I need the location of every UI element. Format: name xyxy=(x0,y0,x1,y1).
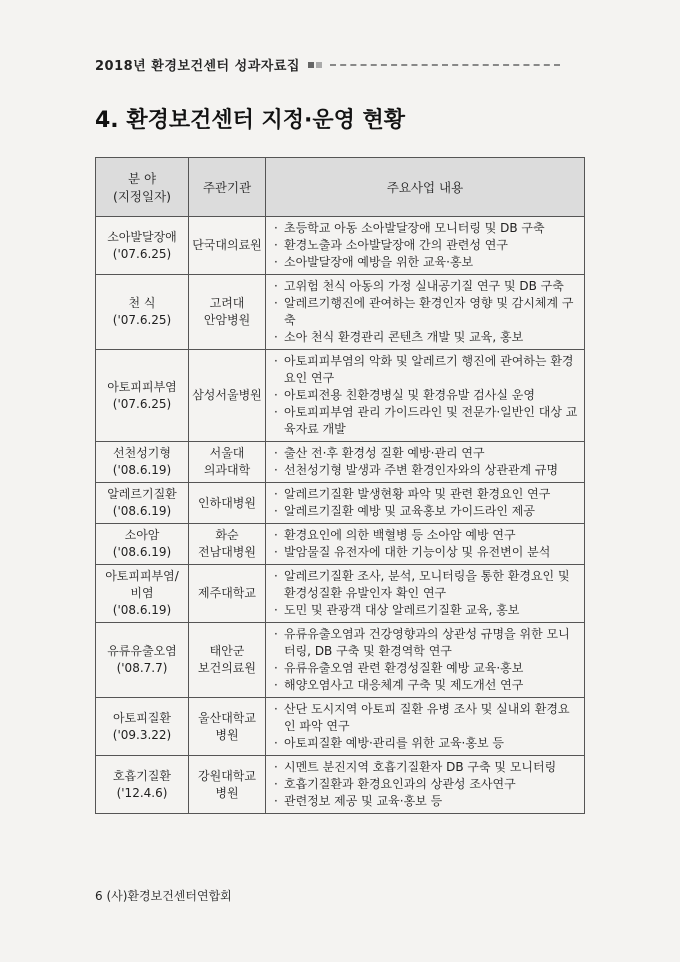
org-line: 보건의료원 xyxy=(198,661,256,675)
field-cell xyxy=(96,524,189,565)
field-cell xyxy=(96,698,189,756)
biz-item: · 초등학교 아동 소아발달장애 모니터링 및 DB 구축 xyxy=(274,220,578,237)
running-header xyxy=(95,55,560,74)
field-line: 아토피피부염 xyxy=(107,379,177,394)
field-line: 소아발달장애 xyxy=(107,229,177,244)
org-line: 화순 xyxy=(215,528,239,542)
org-cell xyxy=(189,442,266,483)
field-cell xyxy=(96,217,189,275)
org-line: 삼성서울병원 xyxy=(192,388,262,402)
header-field-line: 분 야 xyxy=(127,171,157,186)
header-org: 주관기관 xyxy=(189,158,266,217)
biz-cell xyxy=(266,698,585,756)
field-cell xyxy=(96,275,189,350)
table-body xyxy=(96,217,585,814)
org-line: 의과대학 xyxy=(203,463,251,477)
field-line: ('07.6.25) xyxy=(112,313,172,327)
org-line: 서울대 xyxy=(209,446,245,460)
org-cell xyxy=(189,275,266,350)
field-line: 소아암 xyxy=(124,528,160,542)
org-line: 강원대학교 xyxy=(198,768,256,783)
biz-item: · 아토피피부염의 악화 및 알레르기 행진에 관여하는 환경요인 연구 xyxy=(274,353,578,387)
field-line: 호흡기질환 xyxy=(113,768,171,783)
table-row xyxy=(96,524,585,565)
biz-cell xyxy=(266,350,585,442)
decor-square xyxy=(308,62,314,68)
org-line: 단국대의료원 xyxy=(192,238,262,252)
table-header-row xyxy=(96,158,585,217)
header-biz: 주요사업 내용 xyxy=(266,158,585,217)
field-line: ('08.6.19) xyxy=(112,463,172,477)
org-cell xyxy=(189,217,266,275)
table-row xyxy=(96,756,585,814)
biz-item: · 호흡기질환과 환경요인과의 상관성 조사연구 xyxy=(274,776,578,793)
biz-cell xyxy=(266,217,585,275)
field-line: 아토피피부염/ xyxy=(105,569,179,583)
field-line: 유류유출오염 xyxy=(107,644,177,658)
field-line: 천 식 xyxy=(128,296,156,310)
field-line: ('08.6.19) xyxy=(112,504,172,518)
biz-item: · 발암물질 유전자에 대한 기능이상 및 유전변이 분석 xyxy=(274,544,578,561)
table-row xyxy=(96,698,585,756)
biz-item: · 알레르기질환 조사, 분석, 모니터링을 통한 환경요인 및 환경성질환 유발인자 확인 연구 xyxy=(274,568,578,602)
biz-item: · 유류유출오염 관련 환경성질환 예방 교육·홍보 xyxy=(274,660,578,677)
org-line: 울산대학교 xyxy=(198,710,256,725)
field-line: 알레르기질환 xyxy=(107,487,177,501)
footer-org: (사)환경보건센터연합회 xyxy=(106,889,232,903)
biz-item: · 알레르기질환 발생현황 파악 및 관련 환경요인 연구 xyxy=(274,486,578,503)
biz-cell xyxy=(266,756,585,814)
decor-dashed-line xyxy=(330,64,560,66)
org-line: 병원 xyxy=(215,727,239,742)
table-row xyxy=(96,217,585,275)
table-row xyxy=(96,565,585,623)
biz-item: · 환경노출과 소아발달장애 간의 관련성 연구 xyxy=(274,237,578,254)
table-row xyxy=(96,442,585,483)
org-cell xyxy=(189,623,266,698)
org-cell xyxy=(189,483,266,524)
table-row xyxy=(96,350,585,442)
field-line: ('08.6.19) xyxy=(112,545,172,559)
section-title: 4. 환경보건센터 지정·운영 현황 xyxy=(95,108,406,133)
biz-item: · 환경요인에 의한 백혈병 등 소아암 예방 연구 xyxy=(274,527,578,544)
field-line: 선천성기형 xyxy=(113,446,171,460)
center-status-table xyxy=(95,157,585,814)
field-cell xyxy=(96,756,189,814)
biz-item: · 해양오염사고 대응체계 구축 및 제도개선 연구 xyxy=(274,677,578,694)
table-row xyxy=(96,483,585,524)
header-field-line: (지정일자) xyxy=(112,189,172,204)
field-line: ('08.7.7) xyxy=(116,661,168,675)
org-cell xyxy=(189,698,266,756)
biz-cell xyxy=(266,483,585,524)
table-row xyxy=(96,623,585,698)
field-cell xyxy=(96,565,189,623)
biz-item: · 아토피피부염 관리 가이드라인 및 전문가·일반인 대상 교육자료 개발 xyxy=(274,404,578,438)
biz-cell xyxy=(266,623,585,698)
biz-item: · 관련정보 제공 및 교육·홍보 등 xyxy=(274,793,578,810)
org-line: 인하대병원 xyxy=(198,495,256,510)
page-footer xyxy=(95,887,232,904)
field-cell xyxy=(96,350,189,442)
biz-item: · 출산 전·후 환경성 질환 예방·관리 연구 xyxy=(274,445,578,462)
field-line: 아토피질환 xyxy=(113,710,171,725)
field-line: ('07.6.25) xyxy=(112,246,172,261)
biz-item: · 알레르기행진에 관여하는 환경인자 영향 및 감시체계 구축 xyxy=(274,295,578,329)
field-line: ('08.6.19) xyxy=(112,603,172,617)
biz-item: · 유류유출오염과 건강영향과의 상관성 규명을 위한 모니터링, DB 구축 및 환경역학 연구 xyxy=(274,626,578,660)
biz-item: · 시멘트 분진지역 호흡기질환자 DB 구축 및 모니터링 xyxy=(274,759,578,776)
biz-item: · 산단 도시지역 아토피 질환 유병 조사 및 실내외 환경요인 파악 연구 xyxy=(274,701,578,735)
header-decoration xyxy=(308,62,560,68)
org-cell xyxy=(189,756,266,814)
field-line: ('09.3.22) xyxy=(112,727,172,742)
org-cell xyxy=(189,350,266,442)
org-line: 태안군 xyxy=(209,644,245,658)
biz-cell xyxy=(266,442,585,483)
biz-item: · 소아 천식 환경관리 콘텐츠 개발 및 교육, 홍보 xyxy=(274,329,578,346)
org-line: 안암병원 xyxy=(203,313,251,327)
field-line: ('07.6.25) xyxy=(112,396,172,411)
field-cell xyxy=(96,442,189,483)
header-text: 2018년 환경보건센터 성과자료집 xyxy=(95,59,300,74)
field-line: 비염 xyxy=(130,586,154,600)
org-cell xyxy=(189,565,266,623)
page-number: 6 xyxy=(95,889,103,903)
biz-item: · 아토피질환 예방·관리를 위한 교육·홍보 등 xyxy=(274,735,578,752)
biz-cell xyxy=(266,565,585,623)
biz-item: · 소아발달장애 예방을 위한 교육·홍보 xyxy=(274,254,578,271)
table-row xyxy=(96,275,585,350)
biz-cell xyxy=(266,524,585,565)
org-cell xyxy=(189,524,266,565)
biz-item: · 고위험 천식 아동의 가정 실내공기질 연구 및 DB 구축 xyxy=(274,278,578,295)
org-line: 전남대병원 xyxy=(198,545,256,559)
biz-cell xyxy=(266,275,585,350)
org-line: 고려대 xyxy=(209,296,245,310)
org-line: 제주대학교 xyxy=(198,586,256,600)
biz-item: · 도민 및 관광객 대상 알레르기질환 교육, 홍보 xyxy=(274,602,578,619)
decor-square xyxy=(316,62,322,68)
biz-item: · 선천성기형 발생과 주변 환경인자와의 상관관계 규명 xyxy=(274,462,578,479)
field-cell xyxy=(96,483,189,524)
field-cell xyxy=(96,623,189,698)
org-line: 병원 xyxy=(215,785,239,800)
biz-item: · 알레르기질환 예방 및 교육홍보 가이드라인 제공 xyxy=(274,503,578,520)
biz-item: · 아토피전용 친환경병실 및 환경유발 검사실 운영 xyxy=(274,387,578,404)
field-line: ('12.4.6) xyxy=(116,785,168,800)
header-field xyxy=(96,158,189,217)
